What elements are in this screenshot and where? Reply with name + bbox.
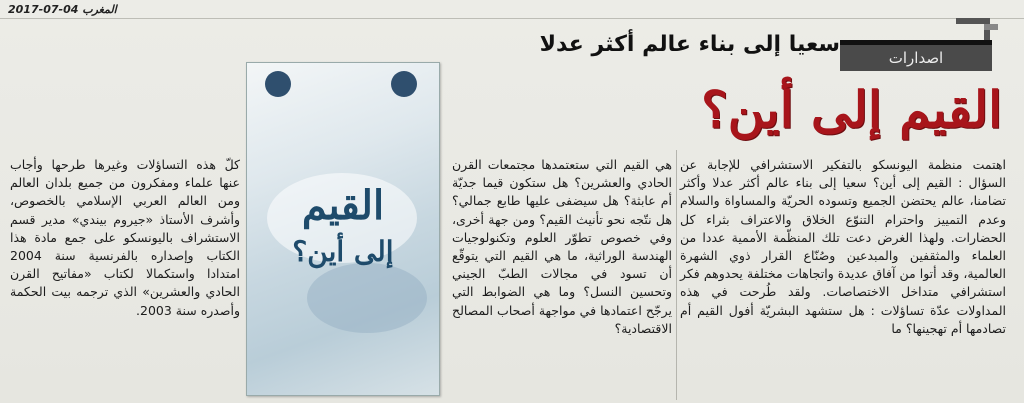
book-cover-image (246, 62, 440, 396)
top-rule (0, 18, 1024, 19)
book-title-line: إلى أين؟ (292, 235, 394, 268)
publisher-logo-icon (265, 71, 291, 97)
article-title: القيم إلى أين؟ (701, 80, 1002, 139)
column-text: هي القيم التي ستعتمدها مجتمعات القرن الحادي والعشرين؟ هل ستكون قيما جديّة أم عابثة؟ هل سيضفى عليها طابع جمالي؟ هل نتّجه نحو تأنيث القيم؟ ومن جهة أخرى، وفي خصوص تطوّر العلوم وتكنولوجيات الهندسة الوراثية، ما هي القيم التي يتوقّع أن تسود في مجالات الطبّ الجيني وتحسين النسل؟ وما هي الضوابط التي يرجّح اعتمادها في مواجهة أصحاب المصالح الاقتصادية؟ (452, 157, 672, 336)
book-title (247, 183, 439, 275)
article-column-right (680, 156, 1006, 338)
headline: سعيا إلى بناء عالم أكثر عدلا (539, 32, 840, 57)
dateline: المغرب 04-07-2017 (8, 3, 117, 16)
unesco-logo-icon (391, 71, 417, 97)
corner-bar-mark (984, 24, 998, 30)
column-divider (676, 150, 677, 400)
article-column-middle (452, 156, 672, 338)
column-text: كلّ هذه التساؤلات وغيرها طرحها وأجاب عنها علماء ومفكرون من جميع بلدان العالم ومن العالم العربي الإسلامي بالخصوص، وأشرف الأستاذ «جيروم بيندي» مدير قسم الاستشراف باليونسكو على جمع مادة هذا الكتاب وإصداره بالفرنسية سنة 2004 امتدادا واستكمالا لكتاب «مفاتيح القرن الحادي والعشرين» الذي ترجمه بيت الحكمة وأصدره سنة 2003. (10, 157, 240, 318)
section-tab: اصدارات (840, 40, 992, 71)
book-title-line: القيم (301, 182, 385, 229)
article-column-left (10, 156, 240, 320)
column-text: اهتمت منظمة اليونسكو بالتفكير الاستشرافي للإجابة عن السؤال : القيم إلى أين؟ سعيا إلى بناء عالم أكثر عدلا وأكثر تضامنا، عالم يحتضن الجميع وتسوده الحريّة والمساواة والسلام وعدم التمييز واحترام التنوّع الخلاق والاعتراف بثراء كل الحضارات. ولهذا الغرض دعت تلك المنظّمة الأممية عددا من العلماء والمثقفين والمبدعين وصُنّاع القرار ذوي الشهرة العالمية، وقد أتوا من آفاق عديدة واتجاهات مختلفة يحدوهم فكر استشرافي متداخل الاختصاصات. ولقد طُرحت في هذه المداولات عدّة تساؤلات : هل ستشهد البشريّة أفول القيم أم تصادمها أم تهجينها؟ ما (680, 157, 1006, 336)
